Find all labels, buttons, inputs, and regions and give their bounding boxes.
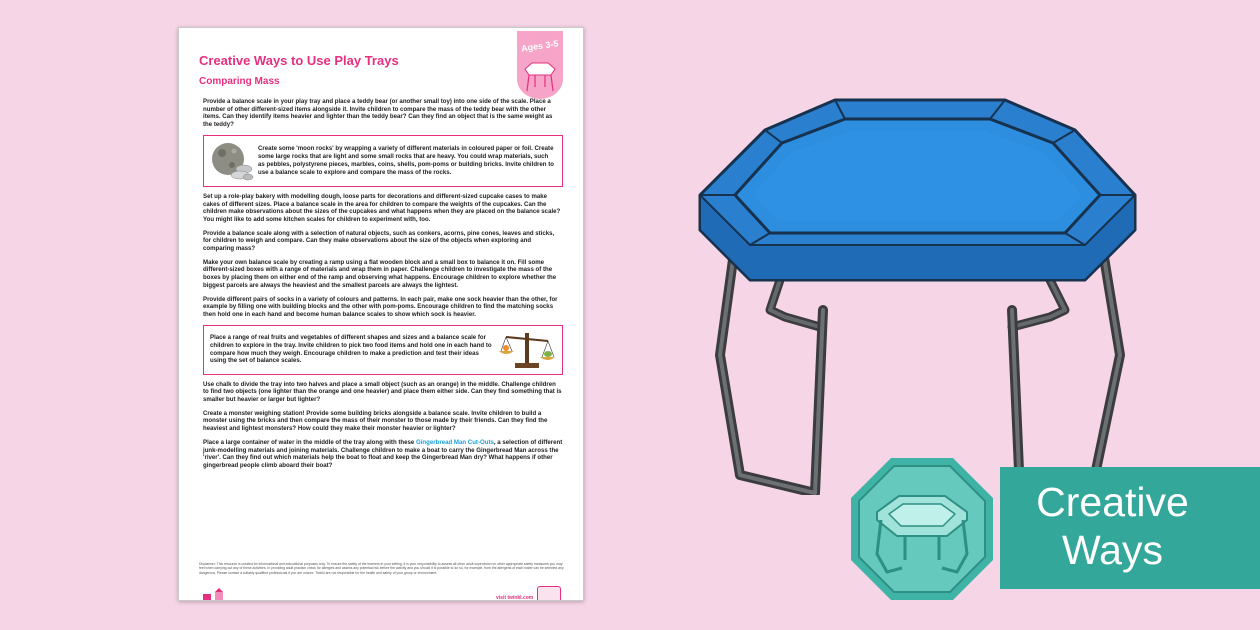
fruit-scale-text: Place a range of real fruits and vegetables of different shapes and sizes and a balance scale for children to explore in the tray. Invite children to pick two food items and hold one in each hand to compare how much they weigh. Encourage children to make a prediction and test their ideas using the set of balance scales. xyxy=(210,334,492,365)
activity-paragraph-with-link xyxy=(203,439,563,470)
link-trail-text: , a selection of different junk-modelling materials and joining materials. Challenge children to make a boat to carry the Gingerbread Man across the 'river'. Can they find out which materials help the boat to float and keep the Gingerbread Man dry? What happens if other gingerbread people climb aboard their boat? xyxy=(203,438,563,469)
banner-line-2: Ways xyxy=(1062,527,1163,573)
moon-rocks-text: Create some 'moon rocks' by wrapping a variety of different materials in coloured paper or foil. Create some large rocks that are light and some small rocks that are heavy. You could wrap materials, such as pebbles, polystyrene pieces, marbles, coins, shells, pom-poms or building bricks. Invite children to use a balance scale to explore and compare the mass of the rocks. xyxy=(258,145,554,176)
blocks-logo-icon xyxy=(199,588,229,601)
sheet-title: Creative Ways to Use Play Trays xyxy=(199,53,399,68)
sheet-body xyxy=(203,98,563,476)
octagon-tray-badge-icon xyxy=(847,454,997,604)
activity-paragraph: Set up a role-play bakery with modelling dough, loose parts for decorations and different-sized cupcake cases to make cakes of different sizes. Place a balance scale in the area for children to compare the weights of the cupcakes. Can the children make observations about the sizes of the cupcakes and what happens when they are placed on the balance scale? You might like to add some kitchen scales for children to experiment with, too. xyxy=(203,192,561,223)
activity-paragraph: Provide different pairs of socks in a variety of colours and patterns. In each pair, make one sock heavier than the other, for example by filling one with building blocks and the other with pom-poms. Encourage children to find the matching socks then hold one in each hand and become human balance scales to show which sock is heavier. xyxy=(203,295,558,318)
footer-url[interactable]: visit twinkl.com xyxy=(496,595,534,601)
age-badge-label: Ages 3-5 xyxy=(520,38,560,54)
activity-paragraph: Provide a balance scale in your play tray and place a teddy bear (or another small toy) into one side of the scale. Place a number of other different-sized items alongside it. Invite children to compare the mass of the teddy bear with the other items. Can they identify items heavier and lighter than the teddy bear? Can they find an object that is the same weight as the teddy? xyxy=(203,98,553,129)
play-tray-illustration xyxy=(690,95,1145,495)
banner-line-1: Creative xyxy=(1036,479,1189,525)
sheet-subtitle: Comparing Mass xyxy=(199,76,280,87)
activity-paragraph: Make your own balance scale by creating a ramp using a flat wooden block and a small box to balance it on. Fill some different-sized boxes with a range of materials and wrap them in paper. Challenge children to investigate the mass of the boxes by placing them on either end of the ramp and observing what happens. Encourage children to explore whether the biggest parcels are always the heaviest and the smallest parcels are always the lightest. xyxy=(203,258,557,289)
banner-text xyxy=(1010,478,1215,574)
age-badge xyxy=(517,31,563,99)
moon-rock-icon xyxy=(210,139,254,183)
fruit-scale-box xyxy=(203,325,563,375)
activity-paragraph: Use chalk to divide the tray into two halves and place a small object (such as an orange) in the middle. Challenge children to find two objects (one lighter than the orange and one heavier) and place them either side. Can they find something that is smaller but heavier or larger but lighter? xyxy=(203,380,562,404)
link-lead-text: Place a large container of water in the middle of the tray along with these xyxy=(203,438,416,446)
disclaimer-text: Disclaimer: This resource is created for informational and educational purposes only. To ensure the safety of the learners in your setting, it is your responsibility to assess all other adult supervision on other appropriate safety measures you may feel when carrying out any of these activities. In providing adult practice check for allergies and assess any potential risk before the activity and you should it is possible to do so, for example, from the allergens of each water can be selected any dangerous. Please contact a suitably qualified professional if you are unsure. Twinkl are not responsible for the health and safety of your group or environment. xyxy=(199,562,564,575)
moon-rocks-box xyxy=(203,135,563,187)
activity-sheet xyxy=(178,27,584,601)
activity-paragraph: Create a monster weighing station! Provide some building bricks alongside a balance scale. Invite children to build a monster using the bricks and then compare the mass of their monster to those made by their friends. Can they find the heaviest and lightest monsters? How could they make their monster heavier or lighter? xyxy=(203,409,548,433)
gingerbread-cutouts-link[interactable]: Gingerbread Man Cut-Outs xyxy=(416,438,494,446)
twinkl-logo-icon xyxy=(537,586,561,601)
balance-scale-icon xyxy=(498,329,556,371)
activity-paragraph: Provide a balance scale along with a selection of natural objects, such as conkers, acorns, pine cones, leaves and sticks, for children to weigh and compare. Can they make observations about the size of the objects when exploring and comparing mass? xyxy=(203,229,555,253)
